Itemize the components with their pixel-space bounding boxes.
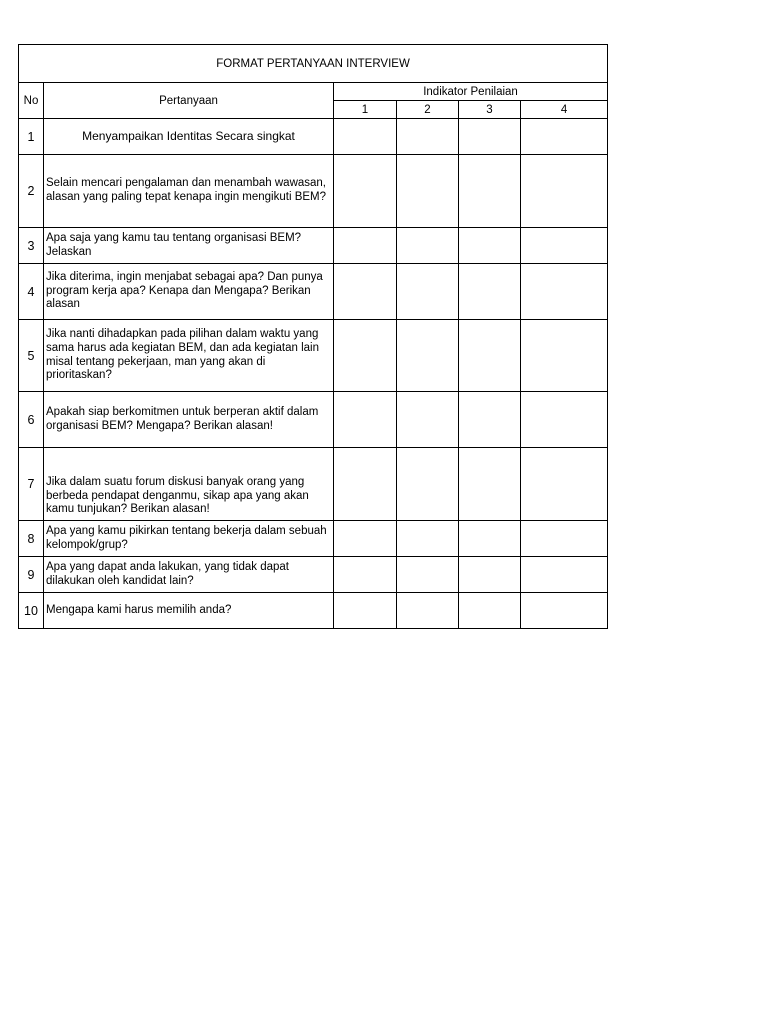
row-number: 3 [19,228,44,264]
table-row [19,264,608,320]
row-number: 7 [19,448,44,521]
table-row [19,119,608,155]
row-number: 4 [19,264,44,320]
score-cell-4[interactable] [521,521,608,557]
score-cell-4[interactable] [521,228,608,264]
score-cell-4[interactable] [521,119,608,155]
score-cell-3[interactable] [459,521,521,557]
score-cell-3[interactable] [459,593,521,629]
table-row [19,521,608,557]
question-text: Apa yang kamu pikirkan tentang bekerja dalam sebuah kelompok/grup? [44,521,334,557]
score-cell-3[interactable] [459,155,521,228]
question-text: Mengapa kami harus memilih anda? [44,593,334,629]
row-number: 9 [19,557,44,593]
question-text: Menyampaikan Identitas Secara singkat [44,119,334,155]
row-number: 5 [19,320,44,392]
score-cell-3[interactable] [459,392,521,448]
row-number: 8 [19,521,44,557]
header-no: No [19,83,44,119]
score-cell-2[interactable] [397,264,459,320]
question-text: Selain mencari pengalaman dan menambah wawasan, alasan yang paling tepat kenapa ingin mengikuti BEM? [44,155,334,228]
form-title: FORMAT PERTANYAAN INTERVIEW [19,45,608,83]
score-cell-1[interactable] [334,448,397,521]
score-cell-1[interactable] [334,521,397,557]
row-number: 1 [19,119,44,155]
score-cell-3[interactable] [459,228,521,264]
table-row [19,593,608,629]
interview-form-table [18,44,608,629]
question-text: Jika diterima, ingin menjabat sebagai apa? Dan punya program kerja apa? Kenapa dan Mengapa? Berikan alasan [44,264,334,320]
table-row [19,392,608,448]
score-cell-1[interactable] [334,264,397,320]
question-text: Apakah siap berkomitmen untuk berperan aktif dalam organisasi BEM? Mengapa? Berikan alasan! [44,392,334,448]
score-cell-4[interactable] [521,320,608,392]
header-question: Pertanyaan [44,83,334,119]
score-cell-3[interactable] [459,320,521,392]
row-number: 2 [19,155,44,228]
score-cell-1[interactable] [334,320,397,392]
score-cell-3[interactable] [459,448,521,521]
score-header-3: 3 [459,101,521,119]
row-number: 10 [19,593,44,629]
score-cell-4[interactable] [521,557,608,593]
header-indicator: Indikator Penilaian [334,83,608,101]
score-cell-1[interactable] [334,557,397,593]
score-header-1: 1 [334,101,397,119]
score-header-2: 2 [397,101,459,119]
table-row [19,320,608,392]
table-row [19,448,608,521]
table-row [19,228,608,264]
score-cell-1[interactable] [334,392,397,448]
score-cell-4[interactable] [521,593,608,629]
score-cell-2[interactable] [397,593,459,629]
title-row [19,45,608,83]
score-cell-3[interactable] [459,557,521,593]
score-cell-3[interactable] [459,119,521,155]
score-cell-2[interactable] [397,392,459,448]
score-cell-4[interactable] [521,448,608,521]
score-cell-1[interactable] [334,119,397,155]
row-number: 6 [19,392,44,448]
table-row [19,155,608,228]
score-cell-1[interactable] [334,593,397,629]
question-text: Jika dalam suatu forum diskusi banyak orang yang berbeda pendapat denganmu, sikap apa yang akan kamu tunjukan? Berikan alasan! [44,448,334,521]
score-cell-2[interactable] [397,155,459,228]
score-cell-2[interactable] [397,228,459,264]
score-cell-3[interactable] [459,264,521,320]
score-cell-1[interactable] [334,155,397,228]
header-row [19,83,608,101]
question-text: Apa yang dapat anda lakukan, yang tidak dapat dilakukan oleh kandidat lain? [44,557,334,593]
score-header-4: 4 [521,101,608,119]
score-cell-4[interactable] [521,392,608,448]
score-cell-2[interactable] [397,448,459,521]
question-text: Apa saja yang kamu tau tentang organisasi BEM? Jelaskan [44,228,334,264]
score-cell-4[interactable] [521,155,608,228]
score-cell-1[interactable] [334,228,397,264]
question-text: Jika nanti dihadapkan pada pilihan dalam waktu yang sama harus ada kegiatan BEM, dan ada kegiatan lain misal tentang pekerjaan, man yang akan di prioritaskan? [44,320,334,392]
score-cell-2[interactable] [397,521,459,557]
table-row [19,557,608,593]
score-cell-4[interactable] [521,264,608,320]
score-cell-2[interactable] [397,320,459,392]
score-cell-2[interactable] [397,557,459,593]
score-cell-2[interactable] [397,119,459,155]
